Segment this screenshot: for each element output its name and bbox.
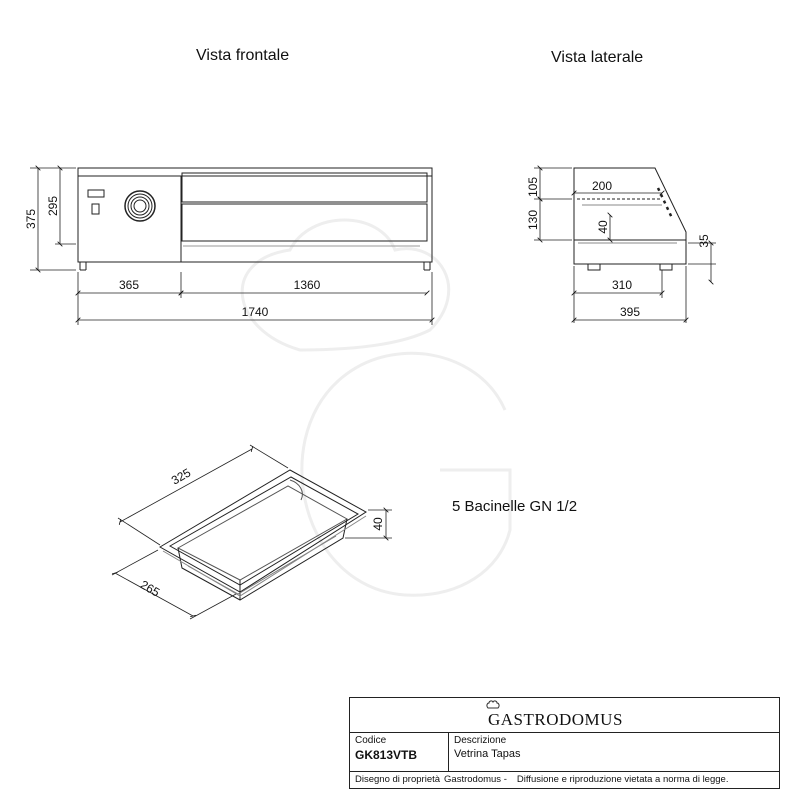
front-body-outline [78,168,432,262]
side-dim-105: 105 [526,176,540,198]
description-label: Descrizione [454,735,507,746]
description-value: Vetrina Tapas [454,748,521,760]
control-panel-display [88,190,104,197]
side-body-outline [574,168,686,264]
title-block-brand-row [350,698,779,733]
tray-caption: 5 Bacinelle GN 1/2 [452,498,578,515]
code-cell [350,733,449,771]
tray-dim-length: 325 [168,465,194,488]
chef-hat-icon [486,700,500,710]
title-block [349,697,780,789]
code-value: GK813VTB [355,748,418,762]
fan-grille-icon [125,191,155,221]
front-dim-body-height: 295 [46,195,60,217]
front-dim-left-width: 365 [118,278,140,292]
front-glass-upper [182,173,427,202]
side-dim-200: 200 [591,179,613,193]
footer-brand-text: Gastrodomus - [444,774,507,785]
side-dim-395: 395 [619,305,641,319]
watermark-logo [242,220,510,595]
front-glass-lower [182,204,427,241]
front-dim-total-height: 375 [24,208,38,230]
side-dim-40: 40 [596,220,610,234]
title-block-footer [355,774,732,785]
footer-rights-text: Diffusione e riproduzione vietata a norma di legge. [516,774,729,785]
front-dim-total-width: 1740 [241,305,269,319]
side-dim-310: 310 [611,278,633,292]
description-cell [449,733,779,771]
code-label: Codice [355,735,387,746]
footer-property-text: Disegno di proprietà [355,774,441,785]
divider [350,771,779,772]
front-dim-right-width: 1360 [293,278,321,292]
tray-rim-outer [160,470,366,592]
side-glass-edge [658,188,672,218]
power-switch-icon [92,204,99,214]
side-dim-35: 35 [697,234,711,248]
tray-dim-depth: 40 [371,517,385,531]
side-view-title: Vista laterale [551,49,644,66]
brand-logo: GASTRODOMUS [488,710,623,729]
gn-tray-drawing [160,470,366,600]
front-view-title: Vista frontale [196,47,290,64]
side-dimensions [534,168,716,323]
front-view [78,168,432,270]
side-dim-130: 130 [526,209,540,231]
tray-dim-width: 265 [137,577,163,600]
side-view [574,168,686,270]
tray-body [178,519,347,600]
